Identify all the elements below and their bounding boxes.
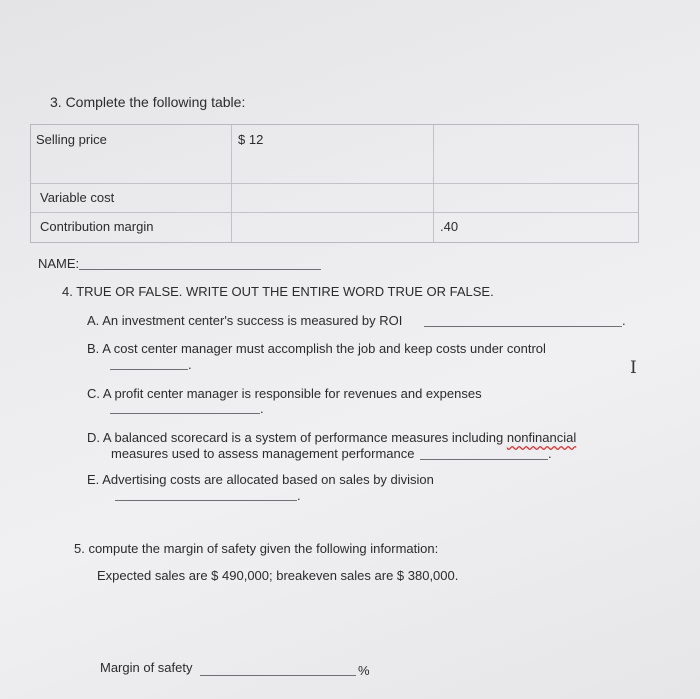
row-label-contribution-margin: Contribution margin <box>40 219 154 234</box>
name-label: NAME: <box>38 256 80 271</box>
item-letter: B. <box>87 341 100 356</box>
table-cell <box>434 125 638 184</box>
text-cursor-icon: I <box>630 358 637 378</box>
item-text: An investment center's success is measured by ROI <box>102 313 403 328</box>
item-letter: C. <box>87 386 100 401</box>
cm-ratio-value: .40 <box>440 219 459 234</box>
answer-blank-d[interactable] <box>420 459 548 460</box>
table-cell <box>232 184 434 213</box>
item-text: A cost center manager must accomplish the job and keep costs under control <box>102 341 546 356</box>
row-label-variable-cost: Variable cost <box>40 190 115 205</box>
item-text: A balanced scorecard is a system of performance measures including <box>102 430 504 445</box>
spellcheck-word: nonfinancial <box>506 430 577 445</box>
answer-blank-c[interactable] <box>110 413 260 414</box>
answer-blank-a[interactable] <box>424 326 622 327</box>
item-text: A profit center manager is responsible for revenues and expenses <box>102 386 482 401</box>
tf-item-d <box>87 430 576 445</box>
tf-item-e <box>87 472 434 487</box>
question-3-title: 3. Complete the following table: <box>50 94 246 110</box>
item-letter: D. <box>87 430 100 445</box>
margin-of-safety-label: Margin of safety <box>100 660 193 675</box>
name-blank[interactable] <box>79 269 321 270</box>
question-4-title: 4. TRUE OR FALSE. WRITE OUT THE ENTIRE WORD TRUE OR FALSE. <box>62 284 494 299</box>
answer-blank-b[interactable] <box>110 369 188 370</box>
table-cell <box>434 184 638 213</box>
table-cell <box>31 125 232 184</box>
item-letter: A. <box>87 313 100 328</box>
cm-table <box>30 124 639 243</box>
tf-item-d-line2: measures used to assess management performance <box>111 446 415 461</box>
answer-blank-e[interactable] <box>115 500 297 501</box>
table-cell <box>434 213 638 242</box>
tf-item-b <box>87 341 546 356</box>
tf-item-a <box>87 313 402 328</box>
item-text: Advertising costs are allocated based on sales by division <box>102 472 434 487</box>
row-label-selling-price: Selling price <box>36 132 107 147</box>
table-cell <box>232 125 434 184</box>
question-5-given: Expected sales are $ 490,000; breakeven sales are $ 380,000. <box>97 568 459 583</box>
item-letter: E. <box>87 472 100 487</box>
tf-item-c <box>87 386 482 401</box>
table-cell <box>31 213 232 242</box>
question-5-title: 5. compute the margin of safety given the following information: <box>74 541 439 556</box>
selling-price-value: $ 12 <box>238 132 264 147</box>
worksheet-page: 3. Complete the following table: Selling price $ 12 Variable cost Contribution margin .40 NAME: 4. TRUE OR FALSE. WRITE OUT THE ENTIRE WORD TRUE OR FALSE. A. An investment center's success is measured by ROI . B. A cost center manager must accomplish the job and keep costs under control . C. A profit center manager is responsible for revenues and expenses . D. A balanced scorecard is a system of performance measures including nonfinancial measures used to assess management performance . E. Advertising costs are allocated based on sales by division . 5. compute the margin of safety given the following information: Expected sales are $ 490,000; breakeven sales are $ 380,000. Margin of safety % I <box>0 0 700 699</box>
percent-sign: % <box>358 663 370 678</box>
margin-of-safety-blank[interactable] <box>200 675 356 676</box>
table-cell <box>31 184 232 213</box>
table-cell <box>232 213 434 242</box>
